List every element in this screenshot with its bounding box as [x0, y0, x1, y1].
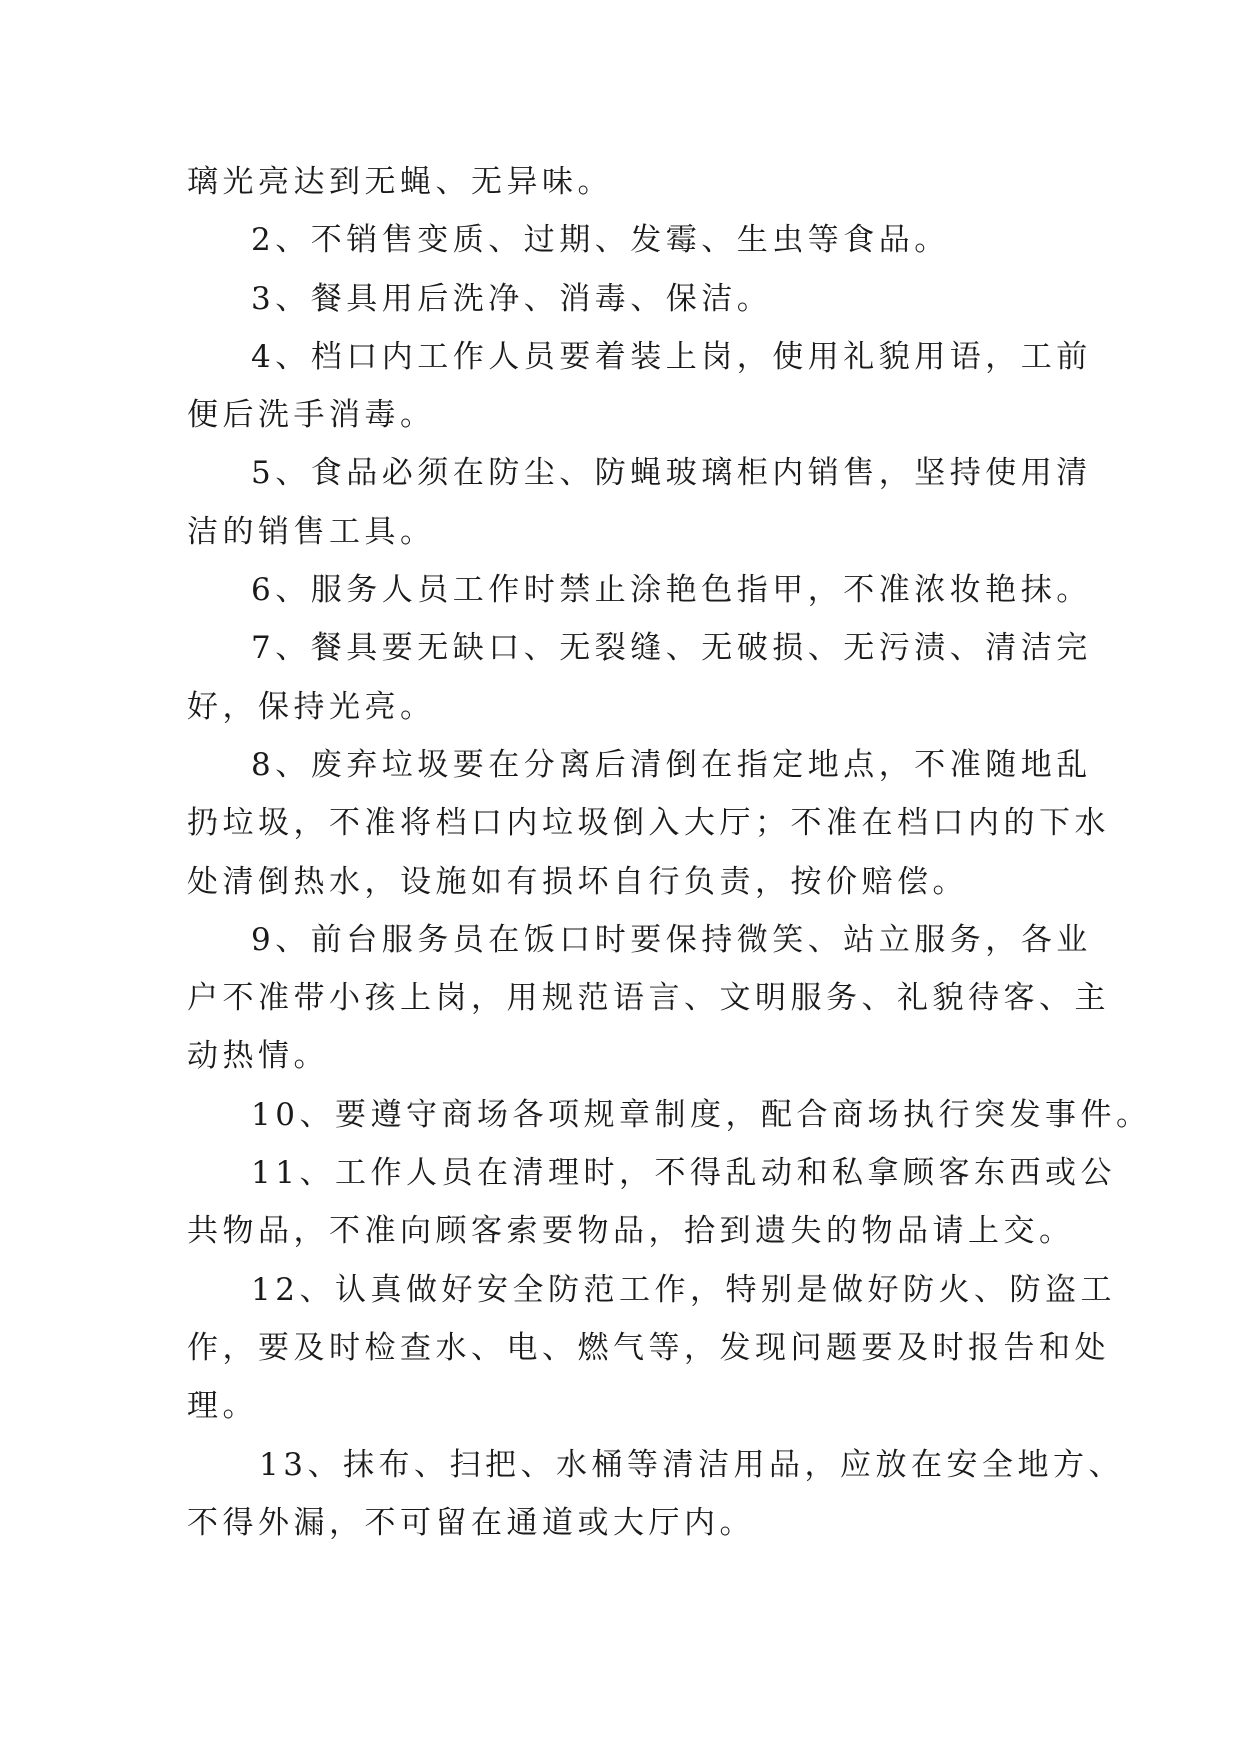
text-line: 12、认真做好安全防范工作，特别是做好防火、防盗工 — [251, 1271, 1116, 1308]
item-4-line-2 — [187, 386, 1059, 444]
item-2 — [187, 211, 1059, 269]
text-line: 7、餐具要无缺口、无裂缝、无破损、无污渍、清洁完 — [251, 630, 1092, 667]
item-9-line-2 — [187, 969, 1110, 1027]
document-body — [187, 153, 1152, 1552]
text-line: 11、工作人员在清理时，不得乱动和私拿顾客东西或公 — [251, 1155, 1116, 1192]
text-line: 共物品，不准向顾客索要物品，拾到遗失的物品请上交。 — [187, 1213, 1075, 1250]
text-line: 6、服务人员工作时禁止涂艳色指甲，不准浓妆艳抹。 — [251, 572, 1092, 609]
item-11-line-2 — [187, 1202, 1075, 1260]
text-line: 好，保持光亮。 — [187, 688, 436, 725]
text-line: 10、要遵守商场各项规章制度，配合商场执行突发事件。 — [251, 1096, 1152, 1133]
item-6 — [187, 561, 1092, 619]
text-line: 8、废弃垃圾要在分离后清倒在指定地点，不准随地乱 — [251, 746, 1092, 783]
text-line: 13、抹布、扫把、水桶等清洁用品，应放在安全地方、 — [259, 1446, 1124, 1483]
text-line: 便后洗手消毒。 — [187, 397, 436, 434]
item-7-line-1 — [187, 619, 1092, 677]
item-12-line-3 — [187, 1377, 1059, 1435]
text-line: 2、不销售变质、过期、发霉、生虫等食品。 — [251, 222, 950, 259]
item-5-line-1 — [187, 444, 1092, 502]
text-line: 5、食品必须在防尘、防蝇玻璃柜内销售，坚持使用清 — [251, 455, 1092, 492]
item-4-line-1 — [187, 328, 1092, 386]
item-12-line-2 — [187, 1319, 1110, 1377]
text-line: 作，要及时检查水、电、燃气等，发现问题要及时报告和处 — [187, 1329, 1110, 1366]
text-line: 9、前台服务员在饭口时要保持微笑、站立服务，各业 — [251, 921, 1092, 958]
item-8-line-2 — [187, 794, 1110, 852]
item-8-line-1 — [187, 736, 1092, 794]
line-1 — [187, 153, 1059, 211]
item-12-line-1 — [187, 1261, 1116, 1319]
text-line: 不得外漏，不可留在通道或大厅内。 — [187, 1504, 755, 1541]
item-9-line-1 — [187, 911, 1092, 969]
text-line: 璃光亮达到无蝇、无异味。 — [187, 164, 613, 200]
text-line: 户不准带小孩上岗，用规范语言、文明服务、礼貌待客、主 — [187, 980, 1110, 1017]
text-line: 4、档口内工作人员要着装上岗，使用礼貌用语，工前 — [251, 338, 1092, 375]
item-13-line-1 — [187, 1436, 1124, 1494]
item-11-line-1 — [187, 1144, 1116, 1202]
text-line: 3、餐具用后洗净、消毒、保洁。 — [251, 280, 773, 317]
item-5-line-2 — [187, 503, 1059, 561]
item-10 — [187, 1086, 1152, 1144]
item-8-line-3 — [187, 853, 1059, 911]
item-7-line-2 — [187, 678, 1059, 736]
item-13-line-2 — [187, 1494, 1059, 1552]
text-line: 动热情。 — [187, 1038, 329, 1075]
item-9-line-3 — [187, 1027, 1059, 1085]
item-3 — [187, 270, 1059, 328]
text-line: 扔垃圾，不准将档口内垃圾倒入大厅；不准在档口内的下水 — [187, 805, 1110, 842]
text-line: 处清倒热水，设施如有损坏自行负责，按价赔偿。 — [187, 863, 968, 900]
text-line: 洁的销售工具。 — [187, 513, 436, 550]
text-line: 理。 — [187, 1388, 258, 1425]
